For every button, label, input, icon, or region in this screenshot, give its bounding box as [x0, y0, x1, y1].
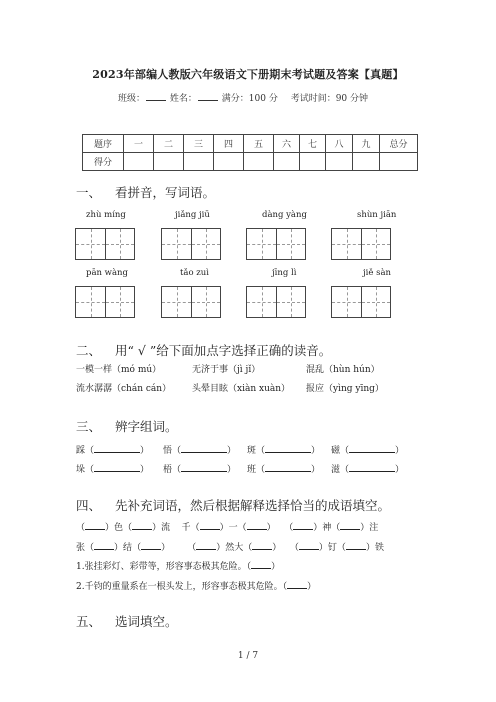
pronunciation-item	[76, 381, 171, 394]
section-3-heading	[76, 417, 178, 435]
idiom-char: 铁	[374, 543, 384, 553]
score-header-cell: 总分	[380, 135, 418, 153]
score-header-cell: 一	[124, 135, 154, 153]
section-2-heading	[76, 341, 331, 359]
pinyin-label: jiǎng jiū	[175, 210, 210, 220]
item-word: 混乱	[306, 365, 325, 375]
writing-grid[interactable]	[331, 228, 391, 260]
answer-blank[interactable]	[287, 579, 307, 589]
answer-blank[interactable]	[252, 540, 272, 550]
section-number: 三、	[76, 419, 102, 434]
name-blank[interactable]	[198, 92, 218, 101]
pronunciation-item	[76, 362, 161, 375]
pinyin-label: jiě sàn	[363, 268, 391, 278]
word-building-item: 悟（ ）	[163, 443, 236, 456]
pinyin-label: pān wàng	[86, 268, 128, 278]
idiom-char: 流	[161, 523, 171, 533]
pronunciation-item	[306, 362, 380, 375]
answer-blank[interactable]	[346, 540, 366, 550]
class-blank[interactable]	[146, 92, 166, 101]
section-1-heading	[76, 183, 215, 201]
section-4-heading	[76, 496, 390, 514]
answer-blank[interactable]	[251, 559, 271, 569]
pinyin-label: tǎo zuì	[180, 268, 209, 278]
word-building-item: 踩（ ）	[76, 443, 149, 456]
score-header-cell: 题序	[83, 135, 124, 153]
question-text: 2.千钧的重量系在一根头发上，形容事态极其危险。（	[76, 582, 288, 592]
writing-grid[interactable]	[75, 286, 135, 318]
answer-blank[interactable]	[340, 520, 360, 530]
time-label: 考试时间：90 分钟	[290, 94, 369, 104]
answer-blank[interactable]	[94, 540, 114, 550]
score-cell[interactable]	[244, 153, 274, 171]
answer-blank[interactable]	[132, 520, 152, 530]
idiom-char: 结	[123, 543, 133, 553]
word-building-item: 滋（ ）	[331, 462, 404, 475]
section-number: 二、	[76, 343, 102, 358]
page-number: 1 / 7	[237, 651, 259, 661]
item-options[interactable]: （xiàn xuàn）	[228, 384, 291, 394]
idiom-char: 然大	[225, 543, 244, 553]
score-cell[interactable]	[154, 153, 184, 171]
score-header-cell: 四	[214, 135, 244, 153]
score-header-cell: 七	[300, 135, 326, 153]
score-table	[82, 134, 418, 171]
score-cell[interactable]	[274, 153, 300, 171]
section-number: 四、	[76, 498, 102, 513]
answer-blank[interactable]	[299, 540, 319, 550]
answer-blank[interactable]	[94, 443, 140, 453]
name-label: 姓名：	[169, 94, 197, 104]
idiom-char: 一	[228, 523, 238, 533]
answer-blank[interactable]	[265, 443, 311, 453]
score-cell[interactable]	[184, 153, 214, 171]
item-options[interactable]: （hùn hún）	[324, 365, 380, 375]
section-title: 先补充词语，然后根据解释选择恰当的成语填空。	[115, 498, 391, 513]
answer-blank[interactable]	[293, 520, 313, 530]
section-number: 一、	[76, 185, 102, 200]
item-options[interactable]: （chán cán）	[112, 384, 172, 394]
answer-blank[interactable]	[94, 462, 140, 472]
score-cell[interactable]	[300, 153, 326, 171]
answer-blank[interactable]	[181, 462, 227, 472]
pinyin-label: shùn jiān	[357, 210, 397, 220]
word-building-item: 垛（ ）	[76, 462, 149, 475]
word-building-item: 梧（ ）	[163, 462, 236, 475]
idiom-question-2	[76, 579, 316, 592]
score-header-cell: 五	[244, 135, 274, 153]
score-cell[interactable]	[353, 153, 380, 171]
idiom-char: 张	[76, 543, 86, 553]
item-word: 无济于事	[192, 365, 229, 375]
answer-blank[interactable]	[265, 462, 311, 472]
score-header-cell: 二	[154, 135, 184, 153]
section-title: 用“ √ ”给下面加点字选择正确的读音。	[115, 343, 332, 358]
score-header-cell: 三	[184, 135, 214, 153]
idiom-row-2: 张（ ）结（ ） （ ）然大（ ） （ ）钉（ ）铁	[76, 540, 384, 553]
item-word: 一模一样	[76, 365, 113, 375]
item-options[interactable]: （mó mú）	[112, 365, 162, 375]
word-building-item: 斑（ ）	[247, 443, 320, 456]
item-word: 报应	[306, 384, 325, 394]
answer-blank[interactable]	[196, 540, 216, 550]
score-header-cell: 八	[326, 135, 353, 153]
score-row-label: 得分	[83, 153, 124, 171]
section-number: 五、	[76, 614, 102, 629]
item-char: 垛	[76, 465, 86, 475]
pronunciation-item	[192, 381, 290, 394]
writing-grid[interactable]	[246, 286, 306, 318]
answer-blank[interactable]	[141, 540, 161, 550]
item-word: 头晕目眩	[192, 384, 229, 394]
score-cell[interactable]	[326, 153, 353, 171]
item-char: 班	[247, 465, 257, 475]
score-header-cell: 九	[353, 135, 380, 153]
section-5-heading	[76, 612, 178, 630]
score-cell[interactable]	[214, 153, 244, 171]
section-title: 辨字组词。	[115, 419, 178, 434]
item-char: 踩	[76, 446, 86, 456]
exam-info	[118, 91, 368, 104]
writing-grid[interactable]	[161, 228, 221, 260]
item-char: 斑	[247, 446, 257, 456]
score-cell[interactable]	[380, 153, 418, 171]
idiom-char: 钉	[327, 543, 337, 553]
class-label: 班级：	[118, 94, 146, 104]
item-options[interactable]: （yìng yīng）	[324, 384, 384, 394]
idiom-char: 色	[114, 523, 124, 533]
pinyin-label: dàng yàng	[262, 210, 307, 220]
writing-grid[interactable]	[75, 228, 135, 260]
question-close: ）	[271, 562, 281, 572]
section-title: 看拼音，写词语。	[115, 185, 216, 200]
question-text: 1.张挂彩灯、彩带等，形容事态极其危险。（	[76, 562, 252, 572]
score-cell[interactable]	[124, 153, 154, 171]
answer-blank[interactable]	[349, 462, 395, 472]
pinyin-label: jīng lì	[272, 268, 297, 278]
word-building-item: 磁（ ）	[331, 443, 404, 456]
idiom-char: 注	[369, 523, 379, 533]
item-char: 磁	[331, 446, 341, 456]
pronunciation-item	[306, 381, 384, 394]
score-value-row	[83, 153, 418, 171]
item-word: 流水潺潺	[76, 384, 113, 394]
pronunciation-item	[192, 362, 260, 375]
writing-grid[interactable]	[331, 286, 391, 318]
answer-blank[interactable]	[85, 520, 105, 530]
word-building-item: 班（ ）	[247, 462, 320, 475]
idiom-question-1	[76, 559, 280, 572]
answer-blank[interactable]	[200, 520, 220, 530]
answer-blank[interactable]	[247, 520, 267, 530]
score-header-cell: 六	[274, 135, 300, 153]
item-char: 滋	[331, 465, 341, 475]
pinyin-label: zhù míng	[86, 210, 126, 220]
writing-grid[interactable]	[161, 286, 221, 318]
item-char: 梧	[163, 465, 173, 475]
page-title: 2023年部编人教版六年级语文下册期末考试题及答案【真题】	[92, 68, 404, 81]
writing-grid[interactable]	[246, 228, 306, 260]
score-label: 满分：100 分	[221, 94, 278, 104]
idiom-char: 千	[181, 523, 191, 533]
score-header-row	[83, 135, 418, 153]
idiom-char: 神	[322, 523, 332, 533]
item-options[interactable]: （jì jǐ）	[228, 365, 261, 375]
question-close: ）	[307, 582, 317, 592]
idiom-row-1: （ ）色（ ）流 千（ ）一（ ） （ ）神（ ）注	[76, 520, 378, 533]
answer-blank[interactable]	[181, 443, 227, 453]
answer-blank[interactable]	[349, 443, 395, 453]
section-title: 选词填空。	[115, 614, 178, 629]
item-char: 悟	[163, 446, 173, 456]
